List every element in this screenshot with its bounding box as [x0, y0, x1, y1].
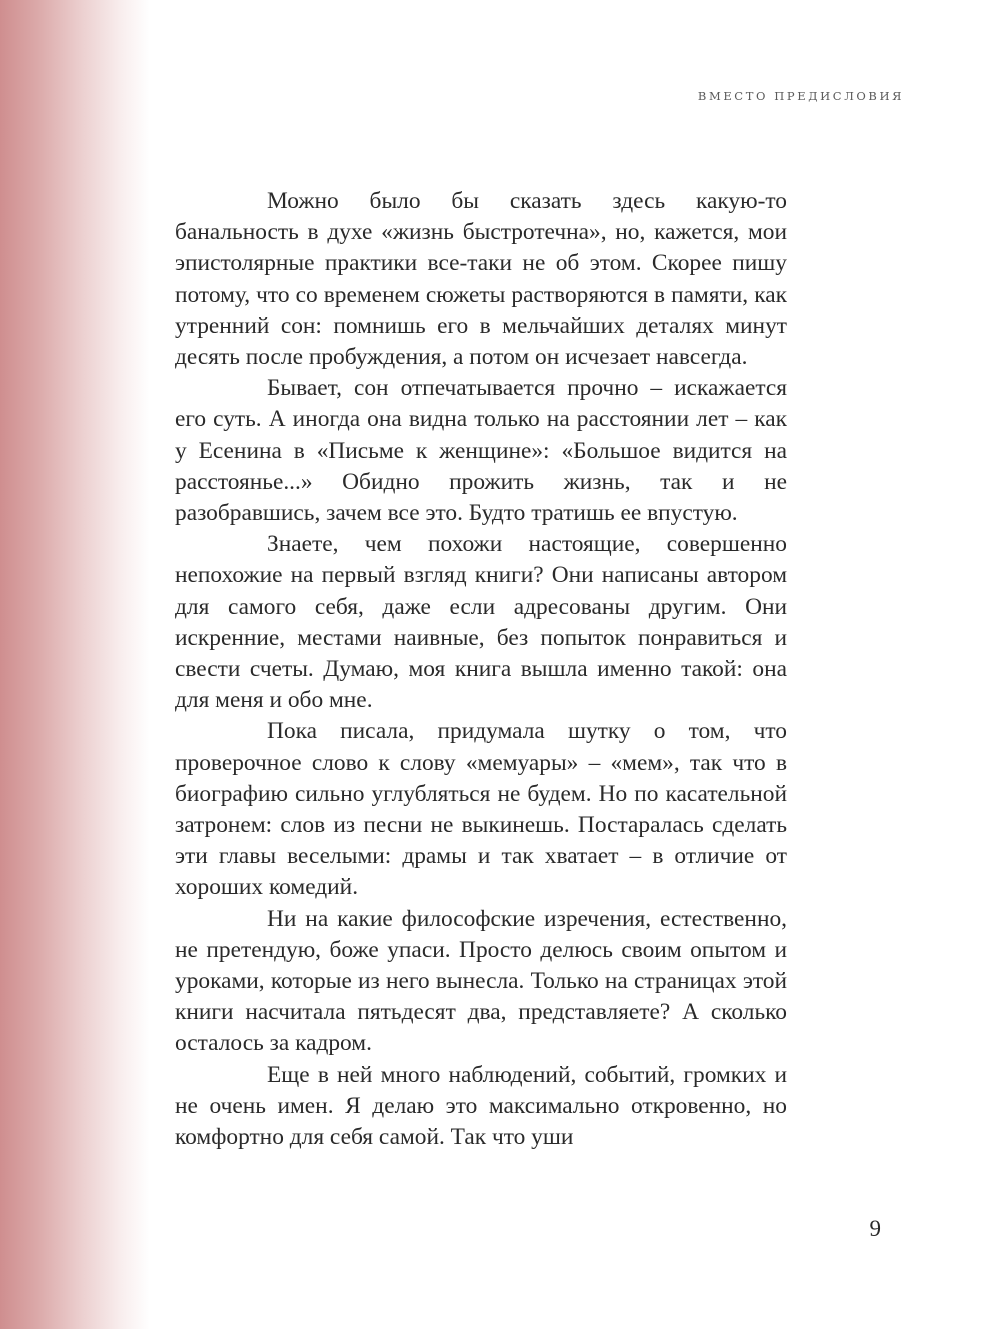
- paragraph-2: Бывает, сон отпечатывается прочно – искажается его суть. А иногда она видна только на расстоянии лет – как у Есенина в «Письме к женщине»: «Большое видится на расстоянье...» Обидно прожить жизнь, так и не разобравшись, зачем все это. Будто тратишь ее впустую.: [175, 375, 787, 527]
- page-edge-gradient: [0, 0, 150, 1329]
- page-number: 9: [869, 1216, 881, 1241]
- body-text: [175, 186, 787, 1153]
- paragraph-6: Еще в ней много наблюдений, событий, громких и не очень имен. Я делаю это максимально откровенно, но комфортно для себя самой. Так что уши: [175, 1061, 787, 1151]
- paragraph-5: Ни на какие философские изречения, естественно, не претендую, боже упаси. Просто делюсь своим опытом и уроками, которые из него вынесла. Только на страницах этой книги насчитала пятьдесят два, представляете? А сколько осталось за кадром.: [175, 905, 787, 1057]
- paragraph-4: Пока писала, придумала шутку о том, что проверочное слово к слову «мемуары» – «мем», так что в биографию сильно углубляться не будем. Но по касательной затронем: слов из песни не выкинешь. Постаралась сделать эти главы веселыми: драмы и так хватает – в отличие от хороших комедий.: [175, 718, 787, 901]
- paragraph-1: Можно было бы сказать здесь какую-то банальность в духе «жизнь быстротечна», но, кажется, мои эпистолярные практики все-таки не об этом. Скорее пишу потому, что со временем сюжеты растворяются в памяти, как утренний сон: помнишь его в мельчайших деталях минут десять после пробуждения, а потом он исчезает навсегда.: [175, 188, 787, 371]
- running-head: ВМЕСТО ПРЕДИСЛОВИЯ: [697, 89, 904, 103]
- paragraph-3: Знаете, чем похожи настоящие, совершенно непохожие на первый взгляд книги? Они написаны автором для самого себя, даже если адресованы другим. Они искренние, местами наивные, без попыток понравиться и свести счеты. Думаю, моя книга вышла именно такой: она для меня и обо мне.: [175, 531, 787, 714]
